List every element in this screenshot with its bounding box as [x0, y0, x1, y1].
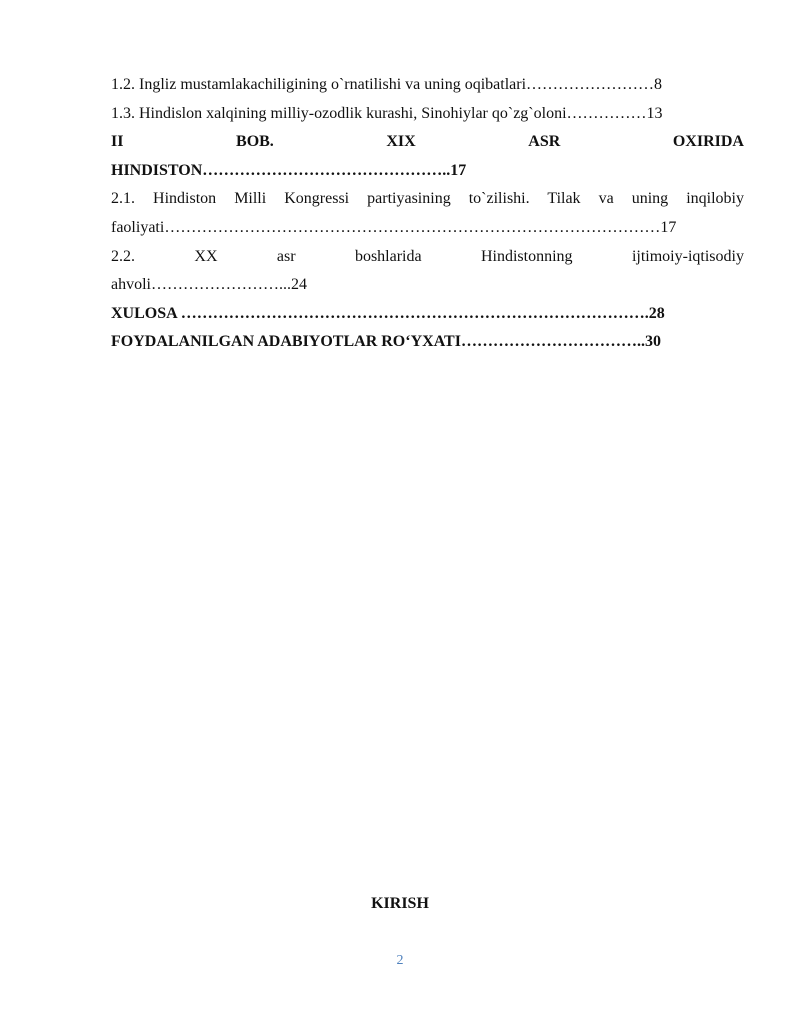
- chapter-2-word: XIX: [386, 133, 416, 151]
- toc-entry-2-2-line2: ahvoli……………………...24: [111, 276, 307, 294]
- section-heading: KIRISH: [371, 895, 429, 912]
- toc-xulosa: XULOSA …………………………………………………………………………….28: [111, 304, 665, 322]
- toc-entry-1-2: 1.2. Ingliz mustamlakachiligining o`rnatilishi va uning oqibatlari……………………8: [111, 76, 663, 93]
- toc-entry-1-3: 1.3. Hindislon xalqining milliy-ozodlik kurashi, Sinohiylar qo`zg`oloni……………13: [111, 104, 663, 122]
- entry-2-2-word: Hindistonning: [480, 247, 573, 265]
- entry-2-2-word: boshlarida: [354, 247, 422, 265]
- toc-chapter-2-title: [111, 128, 744, 157]
- chapter-2-word: BOB.: [236, 133, 274, 151]
- chapter-2-word: ASR: [528, 133, 561, 151]
- toc-entry-2-1-line1: 2.1. Hindiston Milli Kongressi partiyasining to`zilishi. Tilak va uning inqilobiy: [111, 190, 744, 208]
- entry-2-2-word: 2.2.: [111, 247, 135, 265]
- chapter-2-word: II: [111, 133, 124, 151]
- toc-adabiyotlar: FOYDALANILGAN ADABIYOTLAR RO‘YXATI……………………………..30: [111, 333, 661, 351]
- page-number: 2: [396, 953, 404, 968]
- toc-entry-2-2-line1: [111, 243, 744, 272]
- chapter-2-word: OXIRIDA: [672, 133, 744, 151]
- toc-chapter-2-continuation: HINDISTON………………………………………..17: [111, 161, 467, 179]
- entry-2-2-word: asr: [276, 247, 296, 265]
- toc-entry-2-1-line2: faoliyati…………………………………………………………………………………17: [111, 218, 677, 236]
- table-of-contents: [111, 71, 744, 357]
- entry-2-2-word: ijtimoiy-iqtisodiy: [631, 247, 744, 265]
- entry-2-2-word: XX: [194, 247, 218, 265]
